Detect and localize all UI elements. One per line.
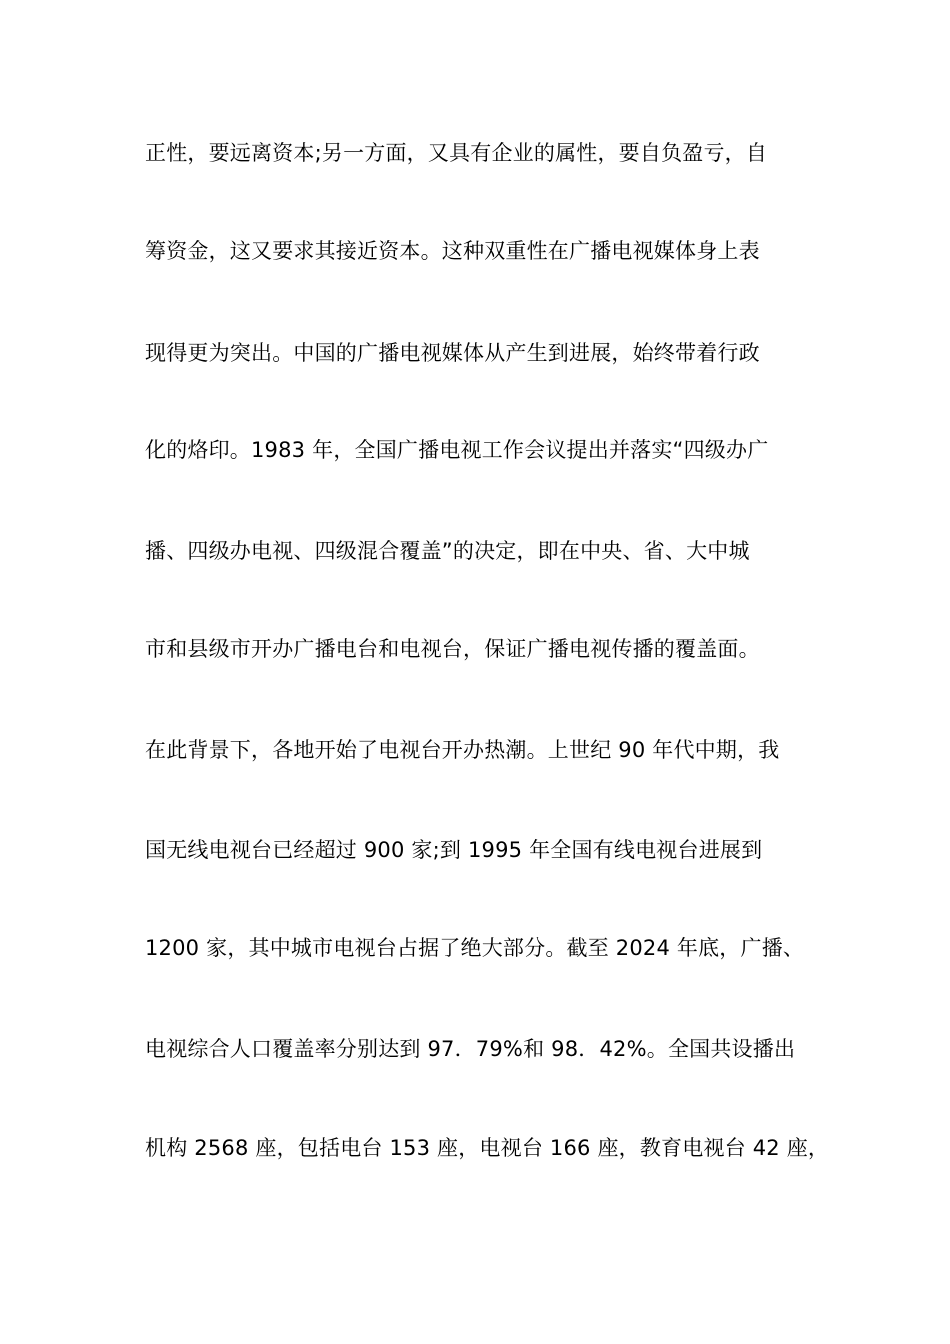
paragraph-line: 播、四级办电视、四级混合覆盖”的决定，即在中央、省、大中城 (145, 539, 750, 563)
paragraph-line: 电视综合人口覆盖率分别达到 97．79%和 98．42%。全国共设播出 (145, 1037, 796, 1061)
paragraph-line: 机构 2568 座，包括电台 153 座，电视台 166 座，教育电视台 42 座， (145, 1136, 830, 1160)
paragraph-line: 正性，要远离资本;另一方面，又具有企业的属性，要自负盈亏，自 (145, 141, 768, 165)
paragraph-line: 筹资金，这又要求其接近资本。这种双重性在广播电视媒体身上表 (145, 239, 760, 263)
paragraph-line: 国无线电视台已经超过 900 家;到 1995 年全国有线电视台进展到 (145, 838, 763, 862)
paragraph-line: 在此背景下，各地开始了电视台开办热潮。上世纪 90 年代中期，我 (145, 738, 780, 762)
paragraph-line: 现得更为突出。中国的广播电视媒体从产生到进展，始终带着行政 (145, 341, 760, 365)
paragraph-line: 市和县级市开办广播电台和电视台，保证广播电视传播的覆盖面。 (145, 637, 760, 661)
paragraph-line: 化的烙印。1983 年，全国广播电视工作会议提出并落实“四级办广 (145, 438, 769, 462)
paragraph-line: 1200 家，其中城市电视台占据了绝大部分。截至 2024 年底，广播、 (145, 936, 805, 960)
